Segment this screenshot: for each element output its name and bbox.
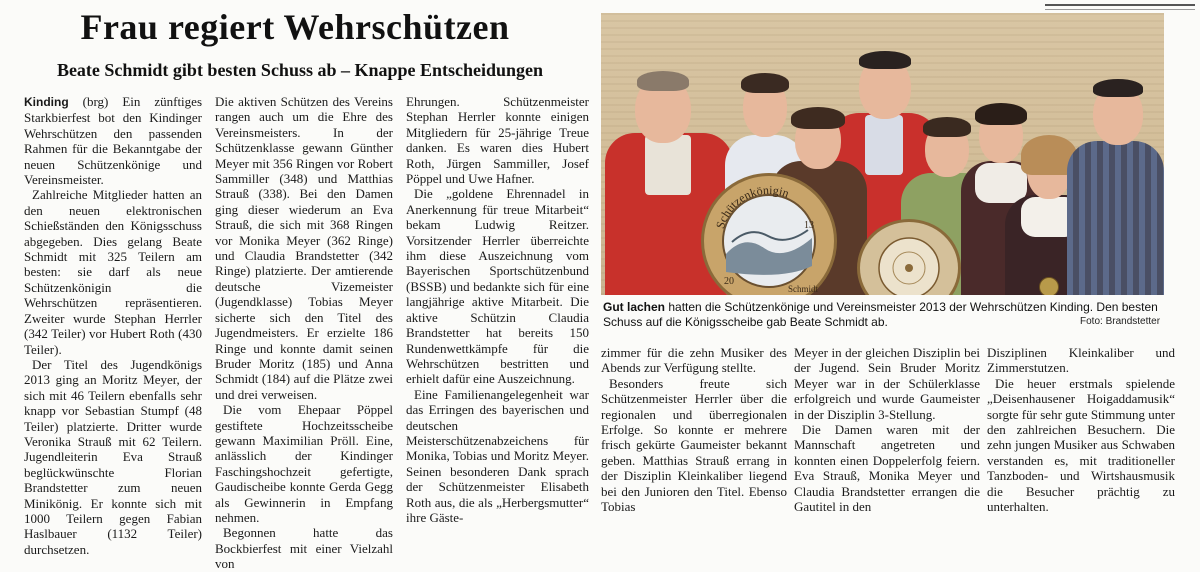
paragraph: Die „goldene Ehrennadel in Anerkennung für treue Mitarbeit“ bekam Ludwig Reitzer. Vorsitzender Herrler überreichte ihm diese Auszeichnung vom Bayerischen Sportschützenbund (BSSB) und bedankte sich für eine langjährige aktive Mitarbeit. Die aktive Schützin Claudia Brandstetter hat bereits 150 Rundenwettkämpfe für die Wehrschützen bestritten und erhielt dafür eine Auszeichnung. (406, 186, 589, 387)
paragraph: Meyer in der gleichen Disziplin bei der Jugend. Sein Bruder Moritz Meyer war in der Schülerklasse erfolgreich und wurde Gaumeister in der Disziplin 3-Stellung. (794, 345, 980, 422)
medal-icon (1039, 277, 1059, 295)
target-plate-small (857, 219, 961, 295)
top-rule (1045, 4, 1195, 6)
article-column-1 (24, 94, 202, 557)
plate-bottom-text: Schmidt (788, 284, 819, 294)
article-column-5 (794, 345, 980, 514)
group-photo (601, 13, 1164, 295)
caption-lead: Gut lachen (603, 300, 666, 314)
paragraph: zimmer für die zehn Musiker des Abends zur Verfügung stellte. (601, 345, 787, 376)
photo-credit: Foto: Brandstetter (1080, 316, 1161, 327)
paragraph: Die aktiven Schützen des Vereins rangen auch um die Ehre des Vereinsmeisters. In der Schützenklasse gewann Günther Meyer mit 356 Ringen vor Robert Sammiller (348) und Matthias Strauß (338). Bei den Damen ging dieser wiederum an Eva Strauß, die sich mit 368 Ringen vor Monika Meyer (362 Ringe) und Claudia Brandstetter (342 Ringe) platzierte. Der amtierende deutsche Vizemeister (Jugendklasse) Tobias Meyer sicherte sich den Titel des Jugendmeisters. Er erzielte 186 Ringe und konnte damit seinen Bruder Moritz (185) und Anna Schmidt (184) auf die Plätze zwei und drei verweisen. (215, 94, 393, 402)
paragraph: Eine Familienangelegenheit war das Erringen des bayerischen und deutschen Meisterschützenabzeichens für Monika, Tobias und Moritz Meyer. Seinen besonderen Dank sprach der Schützenmeister Elisabeth Roth aus, die als „Herbergsmutter“ ihre Gäste- (406, 386, 589, 525)
paragraph: Disziplinen Kleinkaliber und Zimmerstutzen. (987, 345, 1175, 376)
plate-year-left: 20 (724, 276, 734, 287)
paragraph: Zahlreiche Mitglieder hatten an den neuen elektronischen Schießständen den Königsschuss abgegeben. Dies gelang Beate Schmidt mit 325 Teilern am besten: sie darf als neue Schützenkönigin die Wehrschützen repräsentieren. Zweiter wurde Stephan Herrler (342 Teiler) vor Hubert Roth (430 Teiler). (24, 187, 202, 357)
paragraph: Die Damen waren mit der Mannschaft angetreten und konnten einen Doppelerfolg feiern. Eva Strauß, Monika Meyer und Claudia Brandstetter errangen die Gautitel in den (794, 422, 980, 515)
top-rule-thin (1045, 9, 1195, 10)
article-column-2 (215, 94, 393, 572)
paragraph: Der Titel des Jugendkönigs 2013 ging an Moritz Meyer, der sich mit 46 Teilern ebenfalls sehr knapp vor Sebastian Stumpf (48 Teiler) platzierte. Dritter wurde Veronika Strauß mit 62 Teilern. Jugendleiterin Eva Strauß beglückwünschte Florian Brandstetter zum neuen Minikönig. Er konnte sich mit 1000 Teilern gegen Fabian Haslbauer (1132 Teiler) durchsetzen. (24, 356, 202, 557)
paragraph: Die heuer erstmals spielende „Deisenhausener Hoigaddamusik“ sorgte für sehr gute Stimmung unter den zahlreichen Besuchern. Die zehn jungen Musiker aus Schwaben verstanden es, mit traditioneller Tanzboden- und Wirtshausmusik die Besucher prächtig zu unterhalten. (987, 375, 1175, 515)
paragraph: Begonnen hatte das Bockbierfest mit einer Vielzahl von (215, 525, 393, 572)
target-plate-large (701, 173, 837, 295)
paragraph: Ehrungen. Schützenmeister Stephan Herrler konnte einigen Mitgliedern für 25-jährige Treue danken. Es waren dies Hubert Roth, Jürgen Sammiller, Josef Pöppel und Uwe Hafner. (406, 94, 589, 187)
subheadline: Beate Schmidt gibt besten Schuss ab – Knappe Entscheidungen (56, 60, 544, 80)
caption-text: hatten die Schützenkönige und Vereinsmeister 2013 der Wehrschützen Kinding. Den besten Schuss auf die Königsscheibe gab Beate Schmidt ab. (603, 300, 1158, 329)
plate-text: Schützenkönigin (712, 182, 791, 231)
article-column-4 (601, 345, 787, 514)
dateline: Kinding (24, 95, 69, 109)
article-column-6 (987, 345, 1175, 514)
paragraph (24, 94, 202, 187)
paragraph-text: (brg) Ein zünftiges Starkbierfest bot den Kindinger Wehrschützen den passenden Rahmen für die Bekanntgabe der neuen Schützenkönige und Vereinsmeister. (24, 94, 202, 188)
paragraph: Die vom Ehepaar Pöppel gestiftete Hochzeitsscheibe gewann Maximilian Pröll. Eine, anlässlich der Kindinger Faschingshochzeit gefertigte, Gaudischeibe konnte Gerda Gegg als Gewinnerin in Empfang nehmen. (215, 402, 393, 525)
headline: Frau regiert Wehrschützen (80, 7, 510, 47)
article-column-3 (406, 94, 589, 525)
paragraph: Besonders freute sich Schützenmeister Herrler über die regionalen und überregionalen Erfolge. So konnte er mehrere frisch gekürte Gaumeister bekannt geben. Matthias Strauß errang in der Disziplin Kleinkaliber liegend bei den Junioren den Titel. Ebenso Tobias (601, 375, 787, 515)
plate-year-right: 13 (804, 220, 814, 231)
